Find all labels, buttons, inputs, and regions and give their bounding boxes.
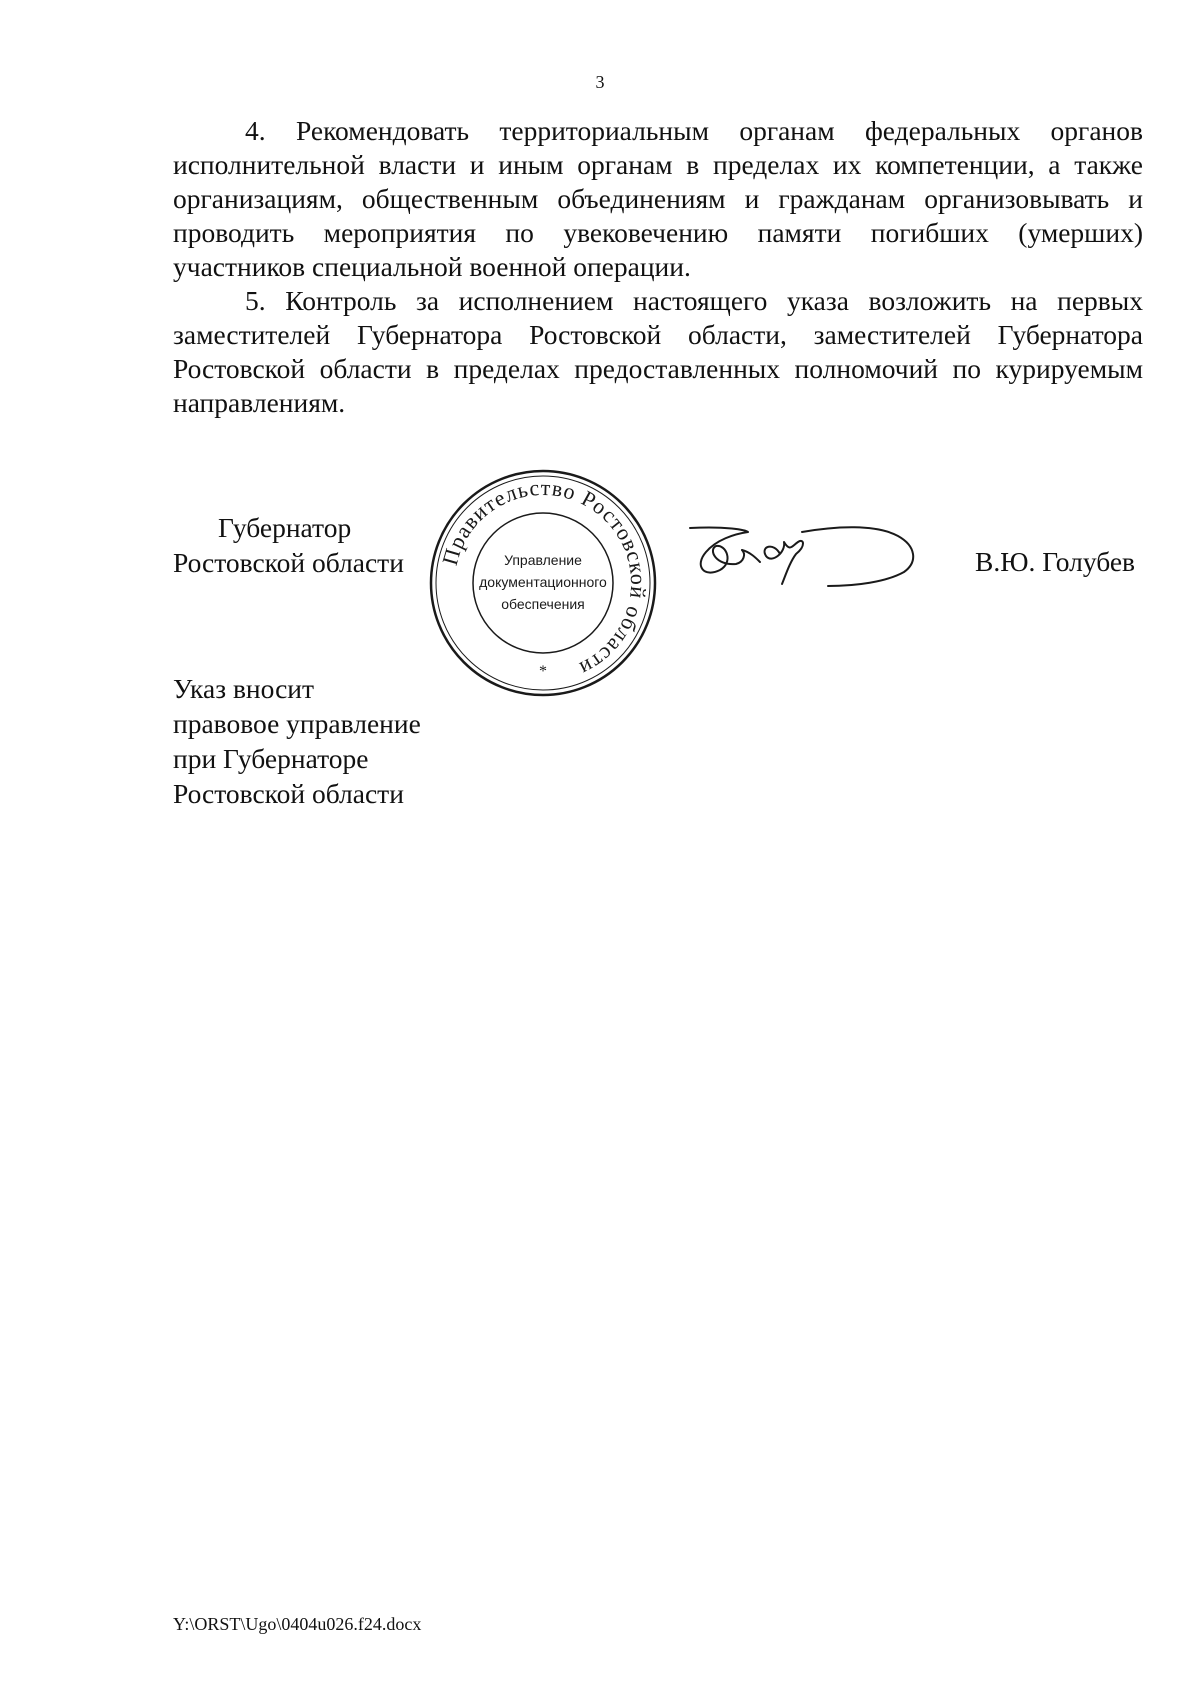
handwritten-signature [686,522,936,597]
position-title: Губернатор [218,512,352,543]
file-path-footer: Y:\ORST\Ugo\0404u026.f24.docx [173,1614,422,1634]
document-body [173,114,1143,420]
seal-inner-line1: Управление [504,552,582,568]
seal-star: * [539,663,547,680]
page-number: 3 [595,72,605,92]
position-region: Ростовской области [173,547,404,578]
official-seal [428,468,658,698]
paragraph-4: 4. Рекомендовать территориальным органам федеральных органов исполнительной власти и иным органам в пределах их компетенции, а также организациям, общественным объединениям и гражданам организовывать и проводить мероприятия по увековечению памяти погибших (умерших) участников специальной военной операции. [173,115,1143,282]
signatory-name: В.Ю. Голубев [975,546,1136,577]
signatory-position [173,510,404,580]
seal-inner-line3: обеспечения [501,596,585,612]
seal-outer-text: Правительство Ростовской области [436,474,652,683]
submitter-note [173,671,421,811]
submitter-line1: Указ вносит [173,673,315,704]
submitter-line2: правовое управление [173,708,421,739]
submitter-line3: при Губернаторе [173,743,369,774]
paragraph-5: 5. Контроль за исполнением настоящего указа возложить на первых заместителей Губернатора Ростовской области, заместителей Губернатора Ростовской области в пределах предоставленных полномочий по курируемым направлениям. [173,285,1143,418]
submitter-line4: Ростовской области [173,778,404,809]
seal-inner-line2: документационного [479,574,607,590]
